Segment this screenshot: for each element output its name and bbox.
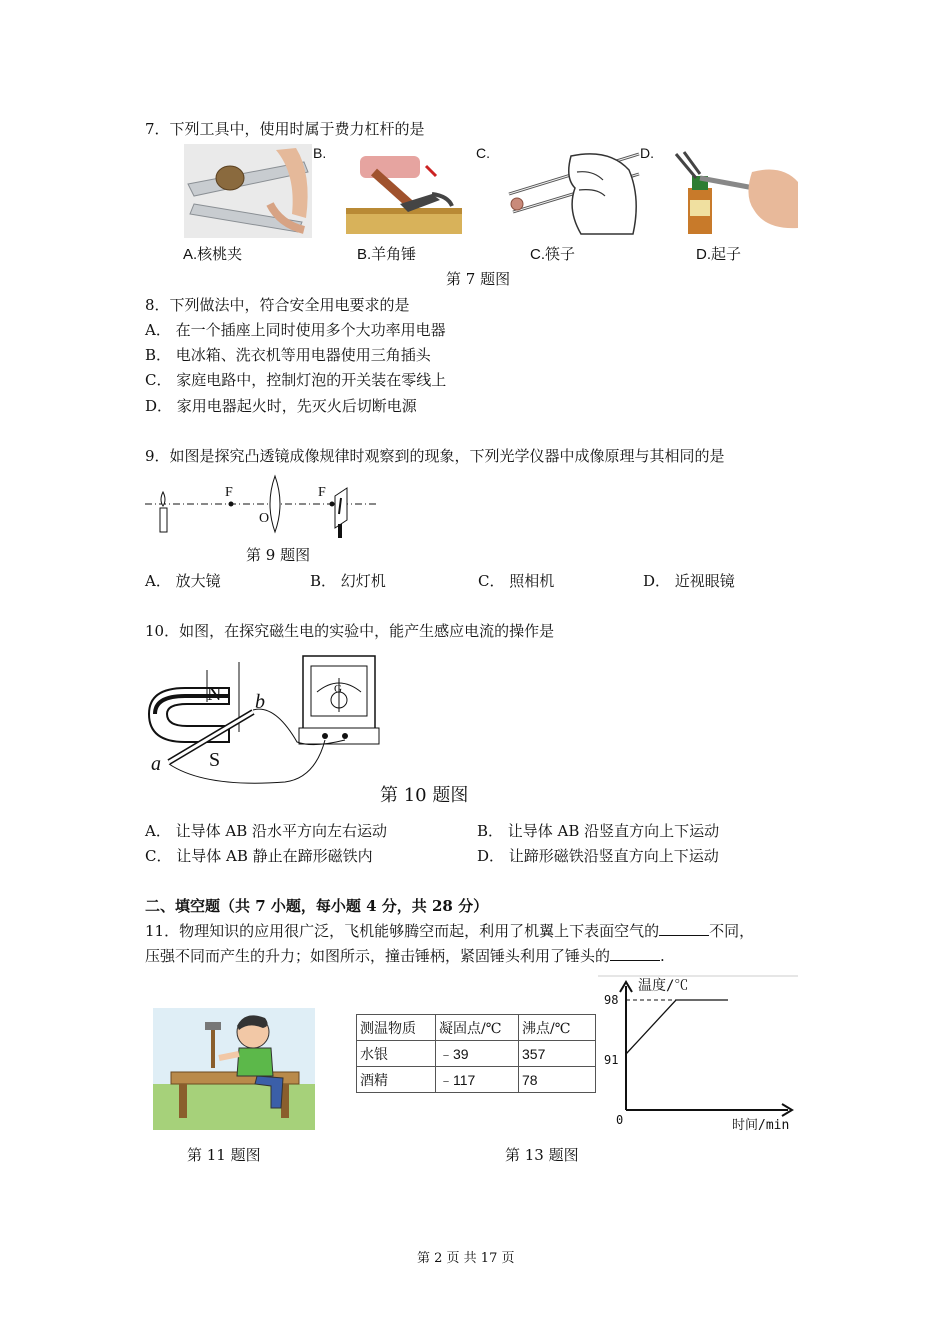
q7-option-a: A.核桃夹 — [183, 246, 243, 263]
q7-pic-label-d: D. — [640, 145, 654, 161]
q9-label-f-left: F — [225, 485, 233, 500]
q9-label-f-right: F — [318, 485, 326, 500]
table-cell: 酒精 — [357, 1067, 436, 1093]
q11-hammer-illustration — [153, 1008, 315, 1130]
q11-line2-text-b: . — [660, 947, 665, 965]
q13-caption: 第 13 题图 — [505, 1146, 579, 1164]
table-header-cell: 凝固点/℃ — [436, 1015, 519, 1041]
q7-pic-label-c: C. — [476, 145, 490, 161]
q10-label-g: G — [334, 683, 342, 695]
nutcracker-image — [184, 144, 312, 238]
bottle-opener-image — [670, 148, 800, 234]
q10-caption: 第 10 题图 — [380, 785, 469, 806]
q11-line1 — [145, 920, 754, 941]
table-row — [357, 1041, 596, 1067]
q7-stem: 7．下列工具中，使用时属于费力杠杆的是 — [145, 120, 425, 138]
q7-pic-label-b: B. — [313, 145, 327, 161]
q10-stem: 10．如图，在探究磁生电的实验中，能产生感应电流的操作是 — [145, 622, 555, 640]
q13-xlabel: 时间/min — [732, 1118, 790, 1133]
q9-option-c: C． 照相机 — [478, 572, 555, 590]
page-footer: 第 2 页 共 17 页 — [417, 1251, 515, 1266]
chopsticks-image — [505, 150, 641, 236]
q11-line2-text-a: 压强不同而产生的升力；如图所示，撞击锤柄，紧固锤头利用了锤头的 — [145, 947, 611, 965]
q13-ylabel: 温度/℃ — [638, 978, 689, 994]
q9-lens-figure — [145, 474, 385, 540]
table-cell: 78 — [519, 1067, 596, 1093]
q10-label-n: N — [207, 683, 222, 705]
table-cell: 357 — [519, 1041, 596, 1067]
q13-temperature-graph — [598, 974, 804, 1136]
q10-label-s: S — [209, 749, 221, 771]
q8-stem: 8．下列做法中，符合安全用电要求的是 — [145, 296, 410, 314]
q10-option-c: C． 让导体 AB 静止在蹄形磁铁内 — [145, 847, 373, 865]
q8-option-a: A． 在一个插座上同时使用多个大功率用电器 — [145, 321, 446, 339]
q7-option-b: B.羊角锤 — [357, 246, 417, 263]
q11-line2 — [145, 945, 665, 966]
q7-option-d: D.起子 — [696, 246, 742, 263]
q13-ytick-91: 91 — [604, 1053, 619, 1067]
q11-line1-text-a: 11．物理知识的应用很广泛，飞机能够腾空而起，利用了机翼上下表面空气的 — [145, 922, 660, 940]
q10-electromagnet-figure — [145, 652, 385, 784]
table-cell: ﹣117 — [436, 1067, 519, 1093]
q7-caption: 第 7 题图 — [446, 270, 511, 288]
q8-option-b: B． 电冰箱、洗衣机等用电器使用三角插头 — [145, 346, 431, 364]
q9-stem: 9．如图是探究凸透镜成像规律时观察到的现象，下列光学仪器中成像原理与其相同的是 — [145, 447, 725, 465]
table-header-row — [357, 1015, 596, 1041]
q9-option-d: D． 近视眼镜 — [643, 572, 735, 590]
claw-hammer-image — [340, 146, 464, 236]
table-row — [357, 1067, 596, 1093]
table-cell: ﹣39 — [436, 1041, 519, 1067]
q13-ytick-98: 98 — [604, 993, 619, 1007]
q10-label-b: b — [255, 691, 265, 713]
table-header-cell: 沸点/℃ — [519, 1015, 596, 1041]
q10-option-d: D． 让蹄形磁铁沿竖直方向上下运动 — [477, 847, 719, 865]
q8-option-d: D． 家用电器起火时，先灭火后切断电源 — [145, 397, 417, 415]
q9-option-a: A． 放大镜 — [145, 572, 221, 590]
table-header-cell: 测温物质 — [357, 1015, 436, 1041]
q11-line1-text-b: 不同， — [709, 922, 755, 940]
q9-label-o: O — [259, 511, 270, 526]
q13-data-table — [356, 1014, 596, 1093]
q11-blank-2[interactable] — [610, 945, 660, 961]
q13-origin: 0 — [616, 1113, 624, 1127]
q11-blank-1[interactable] — [659, 920, 709, 936]
q9-caption: 第 9 题图 — [246, 546, 311, 564]
q8-option-c: C． 家庭电路中，控制灯泡的开关装在零线上 — [145, 371, 447, 389]
q9-option-b: B． 幻灯机 — [310, 572, 386, 590]
q7-option-c: C.筷子 — [530, 246, 576, 263]
q10-label-a: a — [151, 753, 161, 775]
q11-caption: 第 11 题图 — [187, 1146, 261, 1164]
q10-option-b: B． 让导体 AB 沿竖直方向上下运动 — [477, 822, 720, 840]
section2-title: 二、填空题（共 7 小题，每小题 4 分，共 28 分） — [145, 897, 489, 915]
table-cell: 水银 — [357, 1041, 436, 1067]
q10-option-a: A． 让导体 AB 沿水平方向左右运动 — [145, 822, 387, 840]
